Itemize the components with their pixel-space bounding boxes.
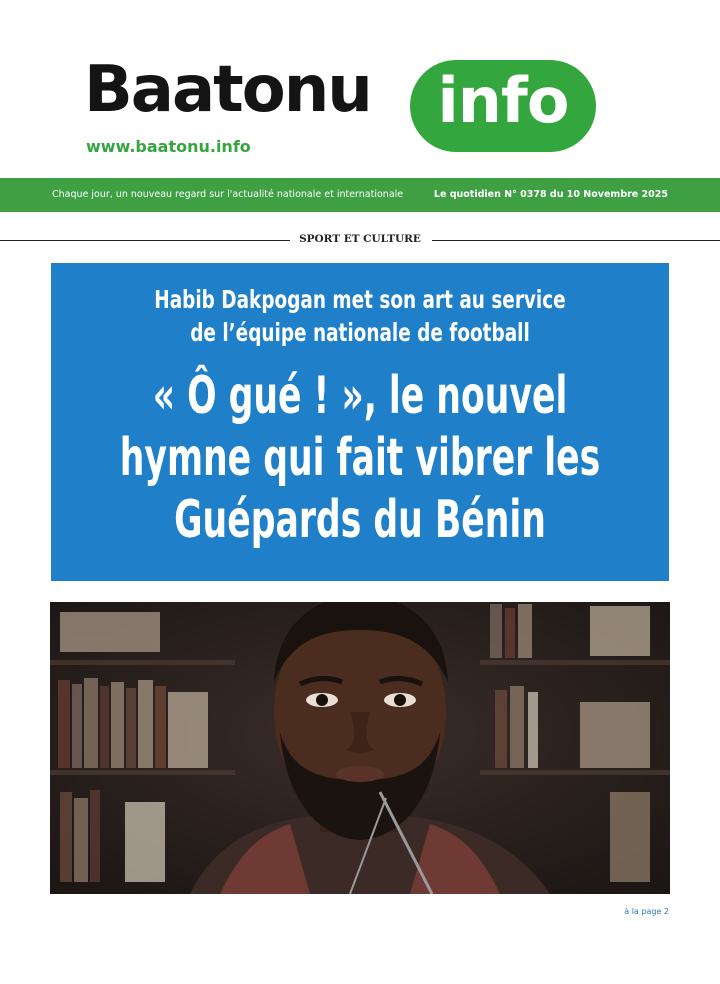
- title-line: Guépards du Bénin: [174, 490, 546, 550]
- logo-pill-text: info: [437, 64, 569, 137]
- continue-link[interactable]: à la page 2: [624, 907, 669, 916]
- section-rule-left: [0, 240, 290, 241]
- issue-info: Le quotidien N° 0378 du 10 Novembre 2025: [433, 189, 668, 200]
- kicker-line: Habib Dakpogan met son art au service: [154, 285, 566, 314]
- headline-kicker: [107, 283, 614, 349]
- info-band: [0, 178, 720, 212]
- logo-pill: [410, 60, 596, 152]
- headline-title: [87, 365, 633, 551]
- section-label: SPORT ET CULTURE: [299, 233, 421, 245]
- portrait-photo: [50, 602, 670, 894]
- logo-wordmark: Baatonu: [84, 53, 371, 127]
- kicker-line: de l’équipe nationale de football: [190, 318, 530, 347]
- title-line: « Ô gué ! », le nouvel: [152, 366, 568, 426]
- tagline: Chaque jour, un nouveau regard sur l'actualité nationale et internationale: [52, 189, 404, 200]
- site-url[interactable]: www.baatonu.info: [86, 137, 251, 156]
- title-line: hymne qui fait vibrer les: [119, 428, 601, 488]
- section-rule-right: [432, 240, 720, 241]
- portrait-illustration: [50, 602, 670, 894]
- headline-box[interactable]: [51, 263, 669, 581]
